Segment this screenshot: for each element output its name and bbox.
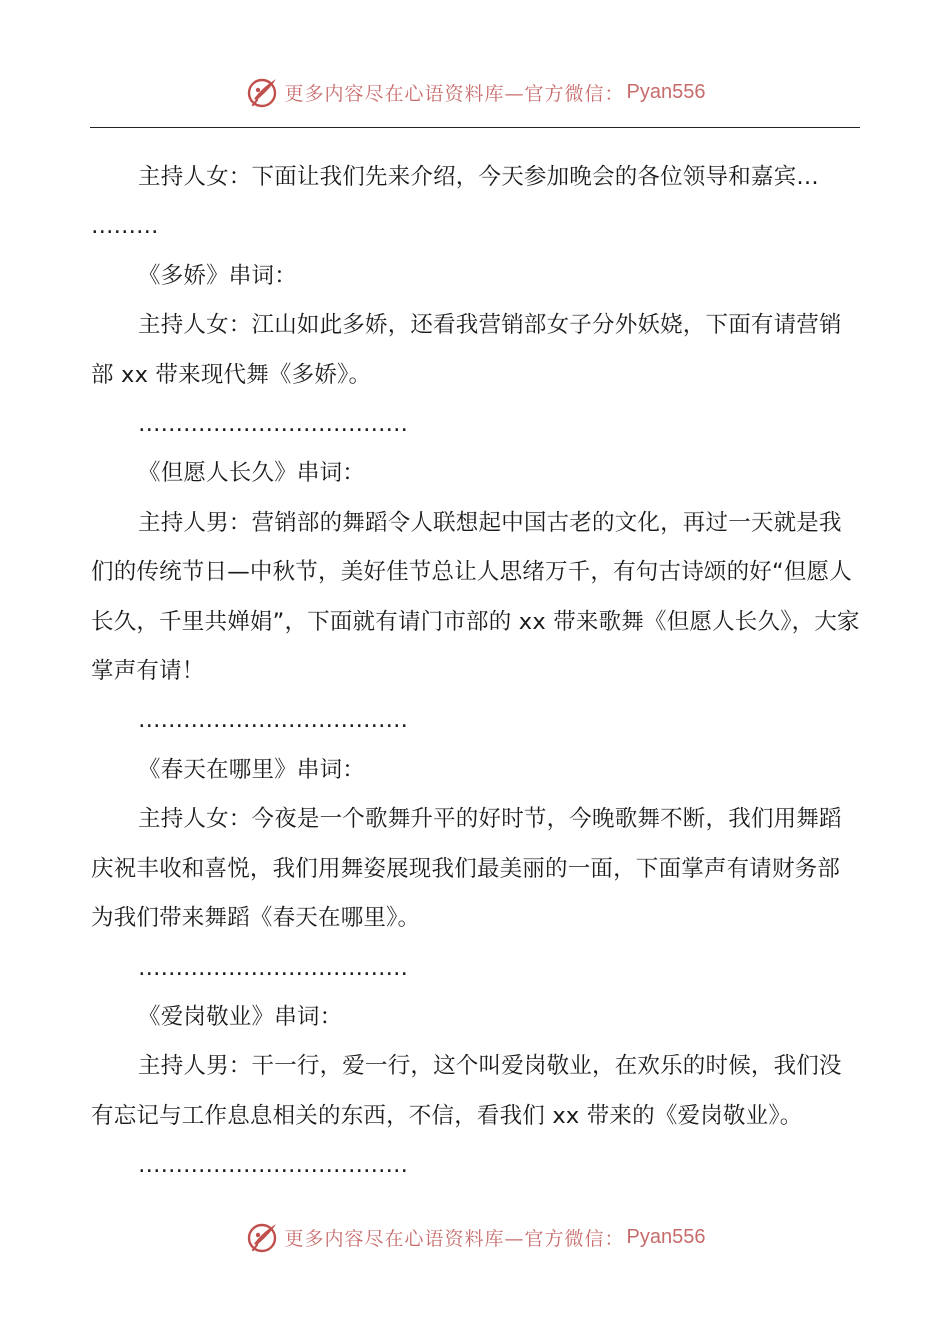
- section-title-duojiao: 《多娇》串词：: [138, 262, 297, 289]
- intro-continuation: ………: [91, 213, 159, 240]
- banner-text: 更多内容尽在心语资料库—官方微信：: [284, 1227, 625, 1250]
- section-text-duojiao: 主持人女：江山如此多娇，还看我营销部女子分外妖娆，下面有请营销部 xx 带来现代舞《多娇》。: [91, 312, 842, 388]
- section-separator: ………………………………: [138, 411, 408, 438]
- footer-banner: [0, 1217, 950, 1257]
- quill-logo-icon: [245, 1219, 281, 1255]
- section-text-chuntian: 主持人女：今夜是一个歌舞升平的好时节，今晚歌舞不断，我们用舞蹈庆祝丰收和喜悦，我们用舞姿展现我们最美丽的一面，下面掌声有请财务部为我们带来舞蹈《春天在哪里》。: [91, 806, 842, 932]
- intro-paragraph: 主持人女：下面让我们先来介绍，今天参加晚会的各位领导和嘉宾…: [138, 164, 820, 190]
- document-body: [91, 153, 861, 1191]
- wechat-id: Pyan556: [626, 1225, 706, 1248]
- section-title-chuntian: 《春天在哪里》串词：: [138, 756, 366, 783]
- header-banner: [0, 72, 950, 112]
- section-text-danyuan: 主持人男：营销部的舞蹈令人联想起中国古老的文化，再过一天就是我们的传统节日—中秋节，美好佳节总让人思绪万千，有句古诗颂的好“但愿人长久，千里共婵娟”，下面就有请门市部的 xx 带来歌舞《但愿人长久》，大家掌声有请！: [91, 509, 860, 685]
- section-separator: ………………………………: [138, 707, 408, 734]
- section-title-danyuan: 《但愿人长久》串词：: [138, 460, 366, 487]
- section-separator: ………………………………: [138, 954, 408, 981]
- section-separator: ………………………………: [138, 1152, 408, 1179]
- quill-logo-icon: [245, 74, 281, 110]
- header-divider: [90, 127, 860, 128]
- section-text-aigang: 主持人男：干一行，爱一行，这个叫爱岗敬业，在欢乐的时候，我们没有忘记与工作息息相关的东西，不信，看我们 xx 带来的《爱岗敬业》。: [91, 1053, 842, 1129]
- banner-text: 更多内容尽在心语资料库—官方微信：: [284, 82, 625, 105]
- section-title-aigang: 《爱岗敬业》串词：: [138, 1003, 343, 1030]
- wechat-id: Pyan556: [626, 80, 706, 103]
